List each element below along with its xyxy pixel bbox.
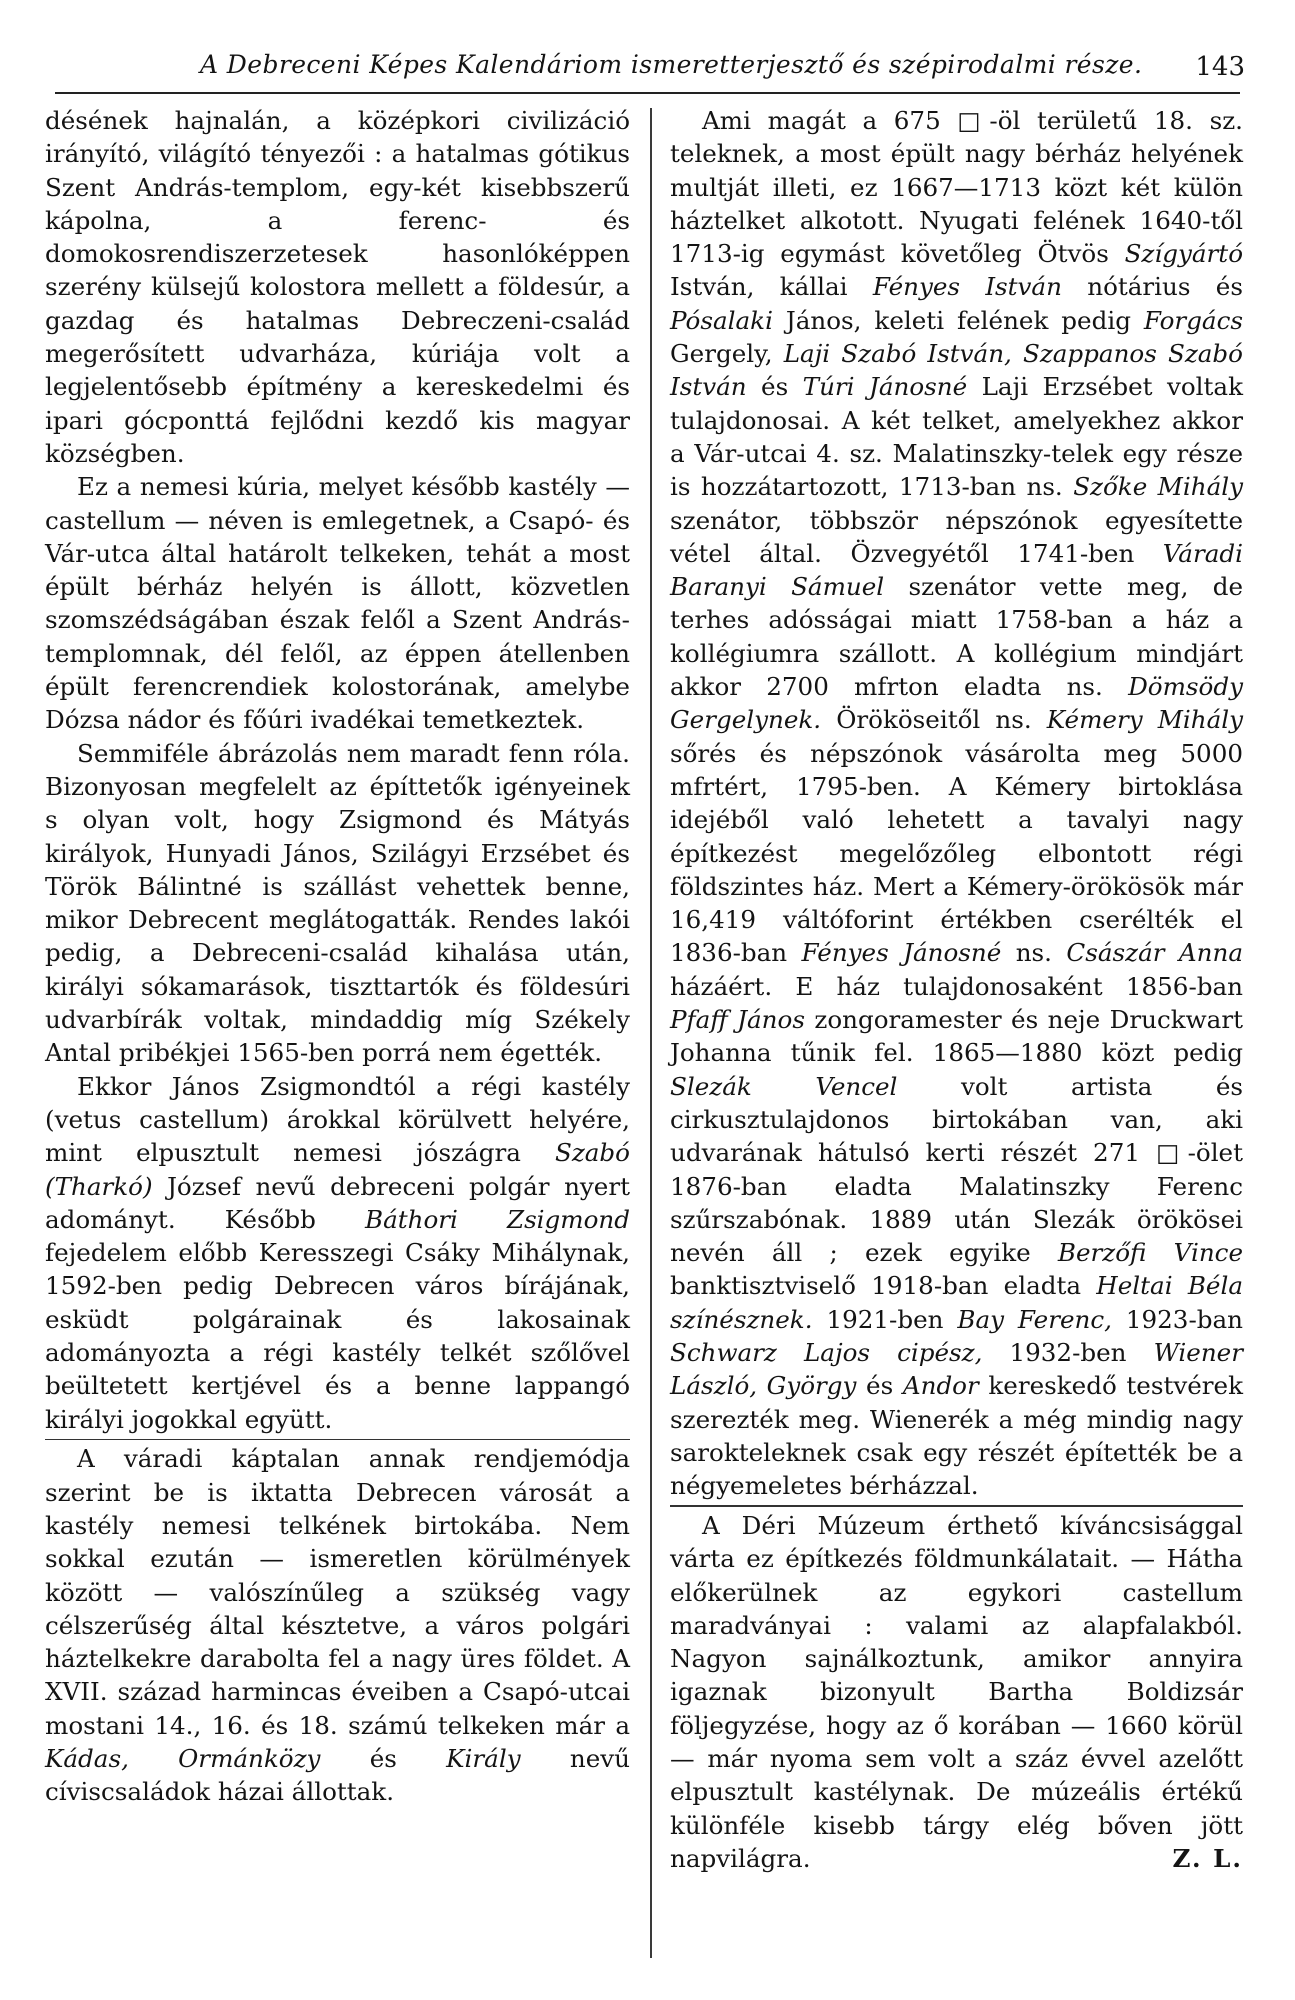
page-number: 143 [1195, 52, 1245, 82]
left-p4-text-a: Ekkor János Zsigmondtól a régi kastély (vetus castellum) árokkal körülvett helyére, mint elpusztult nemesi jószágra [45, 1071, 630, 1168]
right-p1-ff: Berzőfi Vince [1057, 1238, 1243, 1268]
right-p1-c: Szígyártó [1124, 239, 1243, 269]
left-column [45, 104, 630, 1809]
section-separator-rule [45, 1439, 630, 1441]
header-rule [55, 92, 1240, 94]
right-p1-hh: Heltai Béla színésznek. [670, 1271, 1243, 1334]
square-symbol: □ [957, 106, 990, 135]
right-p1-n: Laji Erzsébet voltak tulajdonosai. A két telket, amelyekhez akkor a Vár-utcai 4. sz. Malatinszky-telek egy része is hozzátartozott, 1713-ban ns. [670, 372, 1243, 502]
left-p4-italic-d: Báthori Zsigmond [365, 1204, 631, 1234]
left-p5-text-a: A váradi káptalan annak rendjemódja szerint be is iktatta Debrecen városát a kastély nemesi telkének birtokába. Nem sokkal ezután — ismeretlen körülmények között — valószínűleg a szükség vagy célszerűség által késztetve, a város polgári háztelkekre darabolta fel a nagy üres földet. A XVII. század harmincas éveiben a Csapó-utcai mostani 14., 16. és 18. számú telkeken már a [45, 1444, 630, 1740]
right-p1-qq: kereskedő testvérek szerezték meg. Wienerék a még mindig nagy sarokteleknek csak egy részét építették be a négyemeletes bérházzal. [670, 1371, 1244, 1501]
left-p5-text-e: nevű cíviscsaládok házai állottak. [45, 1744, 630, 1807]
right-p1-z: házáért. E ház tulajdonosaként 1856-ban [670, 971, 1243, 1001]
left-p5-italic-b: Kádas, Ormánközy [45, 1744, 321, 1774]
right-p1-nn: Wiener László, György [670, 1337, 1243, 1401]
left-paragraph-2: Ez a nemesi kúria, melyet később kastély — castellum — néven is emlegetnek, a Csapó- és Vár-utca által határolt telkeken, tehát a most épült bérház helyén is állott, közvetlen szomszédságában észak felől a Szent András-templomnak, dél felől, az éppen átellenben épült ferencrendiek kolostorának, amelybe Dózsa nádor és főúri ivadékai temetkeztek. [45, 472, 630, 735]
right-p1-e: Fényes István [872, 272, 1062, 302]
left-p5-italic-d: Király [446, 1744, 521, 1774]
right-p1-o: Szőke Mihály [1073, 472, 1243, 502]
right-p1-w: Fényes Jánosné [801, 938, 1002, 968]
right-p1-kk: 1923-ban [1111, 1304, 1244, 1334]
right-p1-g: Pósalaki [670, 305, 773, 335]
right-p1-gg: banktisztviselő 1918-ban eladta [670, 1271, 1097, 1301]
right-p1-x: ns. [1001, 938, 1067, 968]
right-p2-text: A Déri Múzeum érthető kíváncsisággal várta ez építkezés földmunkálatait. — Hátha előkerülnek az egykori castellum maradványai : valami az alapfalakból. Nagyon sajnálkoztunk, amikor annyira igaznak bizonyult Bartha Boldizsár följegyzése, hogy az ő korában — 1660 körül — már nyoma sem volt a száz évvel azelőtt elpusztult kastélynak. De múzeális értékű különféle kisebb tárgy elég bőven jött napvilágra. [670, 1510, 1243, 1873]
right-paragraph-2 [670, 1509, 1243, 1875]
right-p1-cc: Slezák Vencel [670, 1071, 898, 1101]
right-p1-l: és [746, 372, 803, 402]
right-column [670, 104, 1243, 1875]
right-p1-b: -öl területű 18. sz. teleknek, a most épült nagy bérház helyének multját illeti, ez 1667—1713 közt két külön háztelket alkotott. Nyugati felének 1640-től 1713-ig egymást követőleg Ötvös [670, 106, 1243, 269]
right-p1-q: Váradi Baranyi Sámuel [670, 538, 1243, 602]
left-p5-text-c: és [320, 1744, 447, 1774]
right-p1-pp: Andor [902, 1371, 979, 1401]
right-p1-oo: és [856, 1371, 903, 1401]
right-p1-dd: volt artista és cirkusztulajdonos birtokában van, aki udvarának hátulsó kerti részét 271 [670, 1071, 1243, 1168]
right-p1-p: szenátor, többször népszónok egyesítette vétel által. Özvegyétől 1741-ben [670, 505, 1243, 568]
right-p1-d: István, kállai [670, 272, 873, 302]
right-p1-v: sőrés és népszónok vásárolta meg 5000 mfrtért, 1795-ben. A Kémery birtoklása idejéből való lehetett a tavalyi nagy építkezést megelőzőleg elbontott régi földszintes ház. Mert a Kémery-örökösök már 16,419 váltóforint értékben cserélték el 1836-ban [670, 738, 1243, 968]
right-p1-j: Gergely, [670, 339, 784, 369]
right-paragraph-1 [670, 104, 1243, 1502]
running-header-title: A Debreceni Képes Kalendáriom ismeretterjesztő és szépirodalmi része. [200, 50, 1143, 79]
left-p4-italic-b: Szabó (Tharkó) [45, 1138, 630, 1201]
right-p1-k: Laji Szabó István, Szappanos Szabó István [670, 339, 1243, 402]
right-p1-i: Forgács [1143, 305, 1243, 335]
right-p1-y: Császár Anna [1066, 938, 1243, 968]
right-p1-f: nótárius és [1061, 272, 1243, 302]
right-p1-ee: -ölet 1876-ban eladta Malatinszky Ferenc szűrszabónak. 1889 után Slezák örökösei nevén áll ; ezek egyike [670, 1138, 1243, 1268]
left-p4-text-c: József nevű debreceni polgár nyert adományt. Később [45, 1171, 630, 1234]
right-p1-aa: Pfaff János [670, 1005, 805, 1035]
right-p1-t: Örököseitől ns. [821, 705, 1047, 735]
right-p1-bb: zongoramester és neje Druckwart Johanna tűnik fel. 1865—1880 közt pedig [670, 1005, 1243, 1068]
right-p1-h: János, keleti felének pedig [772, 305, 1144, 335]
right-p1-ii: 1921-ben [812, 1304, 958, 1334]
author-signature: Z. L. [1172, 1843, 1243, 1873]
right-p1-s: Dömsödy Gergelynek. [670, 672, 1243, 735]
column-divider-rule [650, 108, 652, 1958]
right-p1-mm: 1932-ben [982, 1337, 1154, 1367]
right-p1-m: Túri Jánosné [802, 372, 968, 402]
right-p1-r: szenátor vette meg, de terhes adósságai miatt 1758-ban a ház a kollégiumra szállott. A kollégium mindjárt akkor 2700 mfrton eladta ns. [670, 572, 1244, 702]
left-paragraph-5 [45, 1442, 630, 1808]
section-separator-rule [670, 1505, 1243, 1507]
right-p1-ll: Schwarz Lajos cipész, [670, 1337, 983, 1367]
square-symbol: □ [1156, 1138, 1188, 1168]
left-paragraph-4 [45, 1070, 630, 1436]
right-p1-jj: Bay Ferenc, [957, 1304, 1112, 1334]
left-p4-text-e: fejedelem előbb Keresszegi Csáky Mihálynak, 1592-ben pedig Debrecen város bírájának, esküdt polgárainak és lakosainak adományozta a régi kastély telkét szőlővel beültetett kertjével és a benne lappangó királyi jogokkal együtt. [45, 1238, 630, 1434]
right-p1-u: Kémery Mihály [1046, 705, 1244, 735]
right-p1-a: Ami magát a 675 [702, 106, 958, 135]
left-paragraph-1: désének hajnalán, a középkori civilizáció irányító, világító tényezői : a hatalmas gótikus Szent András-templom, egy-két kisebbszerű kápolna, a ferenc- és domokosrendiszerzetesek hasonlóképpen szerény külsejű kolostora mellett a földesúr, a gazdag és hatalmas Debreczeni-család megerősített udvarháza, kúriája volt a legjelentősebb építmény a kereskedelmi és ipari gócponttá fejlődni kezdő kis magyar községben. [45, 106, 630, 468]
left-paragraph-3: Semmiféle ábrázolás nem maradt fenn róla. Bizonyosan megfelelt az építtetők igényeinek s olyan volt, hogy Zsigmond és Mátyás királyok, Hunyadi János, Szilágyi Erzsébet és Török Bálintné is szállást vehettek benne, mikor Debrecent meglátogatták. Rendes lakói pedig, a Debreceni-család kihalása után, királyi sókamarások, tiszttartók és földesúri udvarbírák voltak, mindaddig míg Székely Antal pribékjei 1565-ben porrá nem égették. [45, 738, 630, 1068]
